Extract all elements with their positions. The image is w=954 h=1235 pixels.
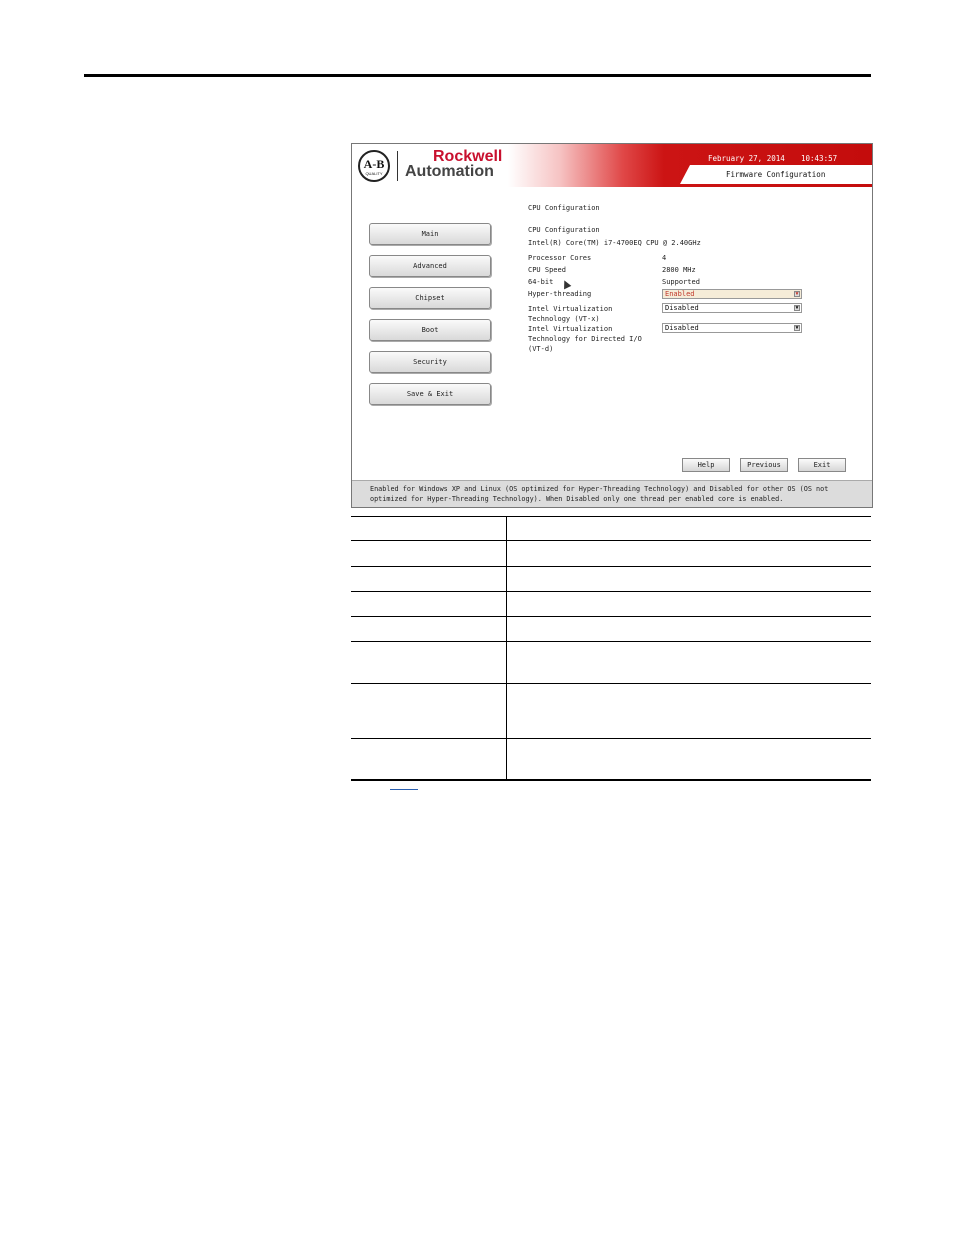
table-row-rule [351,591,871,592]
info-value-cpu-speed: 2800 MHz [662,266,696,274]
help-text: Enabled for Windows XP and Linux (OS optimized for Hyper-Threading Technology) and Disabled for other OS (OS not optimized for Hyper-Threading Technology). When Disabled only one thread per enabled core is enabled. [370,485,829,503]
header-title: Firmware Configuration [726,170,826,179]
info-label-64bit: 64-bit [528,278,554,286]
setting-label-vtx-line2: Technology (VT-x) [528,315,600,323]
table-row-rule [351,683,871,684]
setting-label-hyper-threading: Hyper-threading [528,290,592,298]
dropdown-arrow-icon[interactable]: ▼ [795,291,799,297]
brand-name-line2: Automation [405,163,494,180]
hyper-threading-dropdown[interactable] [662,289,802,299]
note-link[interactable] [390,789,418,790]
table-bottom-rule [351,779,871,781]
table-row-rule [351,641,871,642]
firmware-screenshot [351,143,873,508]
info-label-cpu-speed: CPU Speed [528,266,566,274]
hyper-threading-value: Enabled [665,290,695,298]
table-row-rule [351,616,871,617]
previous-button[interactable]: Previous [740,458,788,472]
dropdown-arrow-icon[interactable]: ▼ [795,325,799,331]
info-label-processor-cores: Processor Cores [528,254,592,262]
vtx-dropdown[interactable] [662,303,802,313]
nav-boot-button[interactable]: Boot [369,319,491,341]
info-value-processor-cores: 4 [662,254,667,262]
setting-label-vtd-line1: Intel Virtualization [528,325,613,333]
logo-text: A-B [363,157,385,171]
nav-advanced-button[interactable]: Advanced [369,255,491,277]
table-row-rule [351,566,871,567]
section-subtitle: CPU Configuration [528,226,600,234]
table-row-rule [351,738,871,739]
nav-main-button[interactable]: Main [369,223,491,245]
setting-label-vtd-line2: Technology for Directed I/O [528,335,642,343]
header-date: February 27, 2014 [708,154,785,163]
vtx-value: Disabled [665,304,699,312]
section-title: CPU Configuration [528,204,600,212]
table-column-divider [506,516,507,779]
info-value-64bit: Supported [662,278,700,286]
setting-label-vtx-line1: Intel Virtualization [528,305,613,313]
header-time: 10:43:57 [801,154,838,163]
brand-name-line1: Rockwell [433,148,503,165]
help-bar [352,480,872,508]
vtd-value: Disabled [665,324,699,332]
setting-label-vtd-line3: (VT-d) [528,345,554,353]
exit-button[interactable]: Exit [798,458,846,472]
nav-save-exit-button[interactable]: Save & Exit [369,383,491,405]
table-header-rule [351,540,871,541]
table-top-rule [351,516,871,517]
cpu-name: Intel(R) Core(TM) i7-4700EQ CPU @ 2.40GHz [528,239,701,247]
logo-divider [397,151,398,181]
header-banner [352,144,872,187]
help-button[interactable]: Help [682,458,730,472]
mouse-cursor-icon [561,279,572,290]
page-top-rule [84,74,871,77]
allen-bradley-logo-icon [358,150,390,182]
logo-tag: QUALITY [365,171,383,176]
nav-security-button[interactable]: Security [369,351,491,373]
nav-chipset-button[interactable]: Chipset [369,287,491,309]
vtd-dropdown[interactable] [662,323,802,333]
dropdown-arrow-icon[interactable]: ▼ [795,305,799,311]
